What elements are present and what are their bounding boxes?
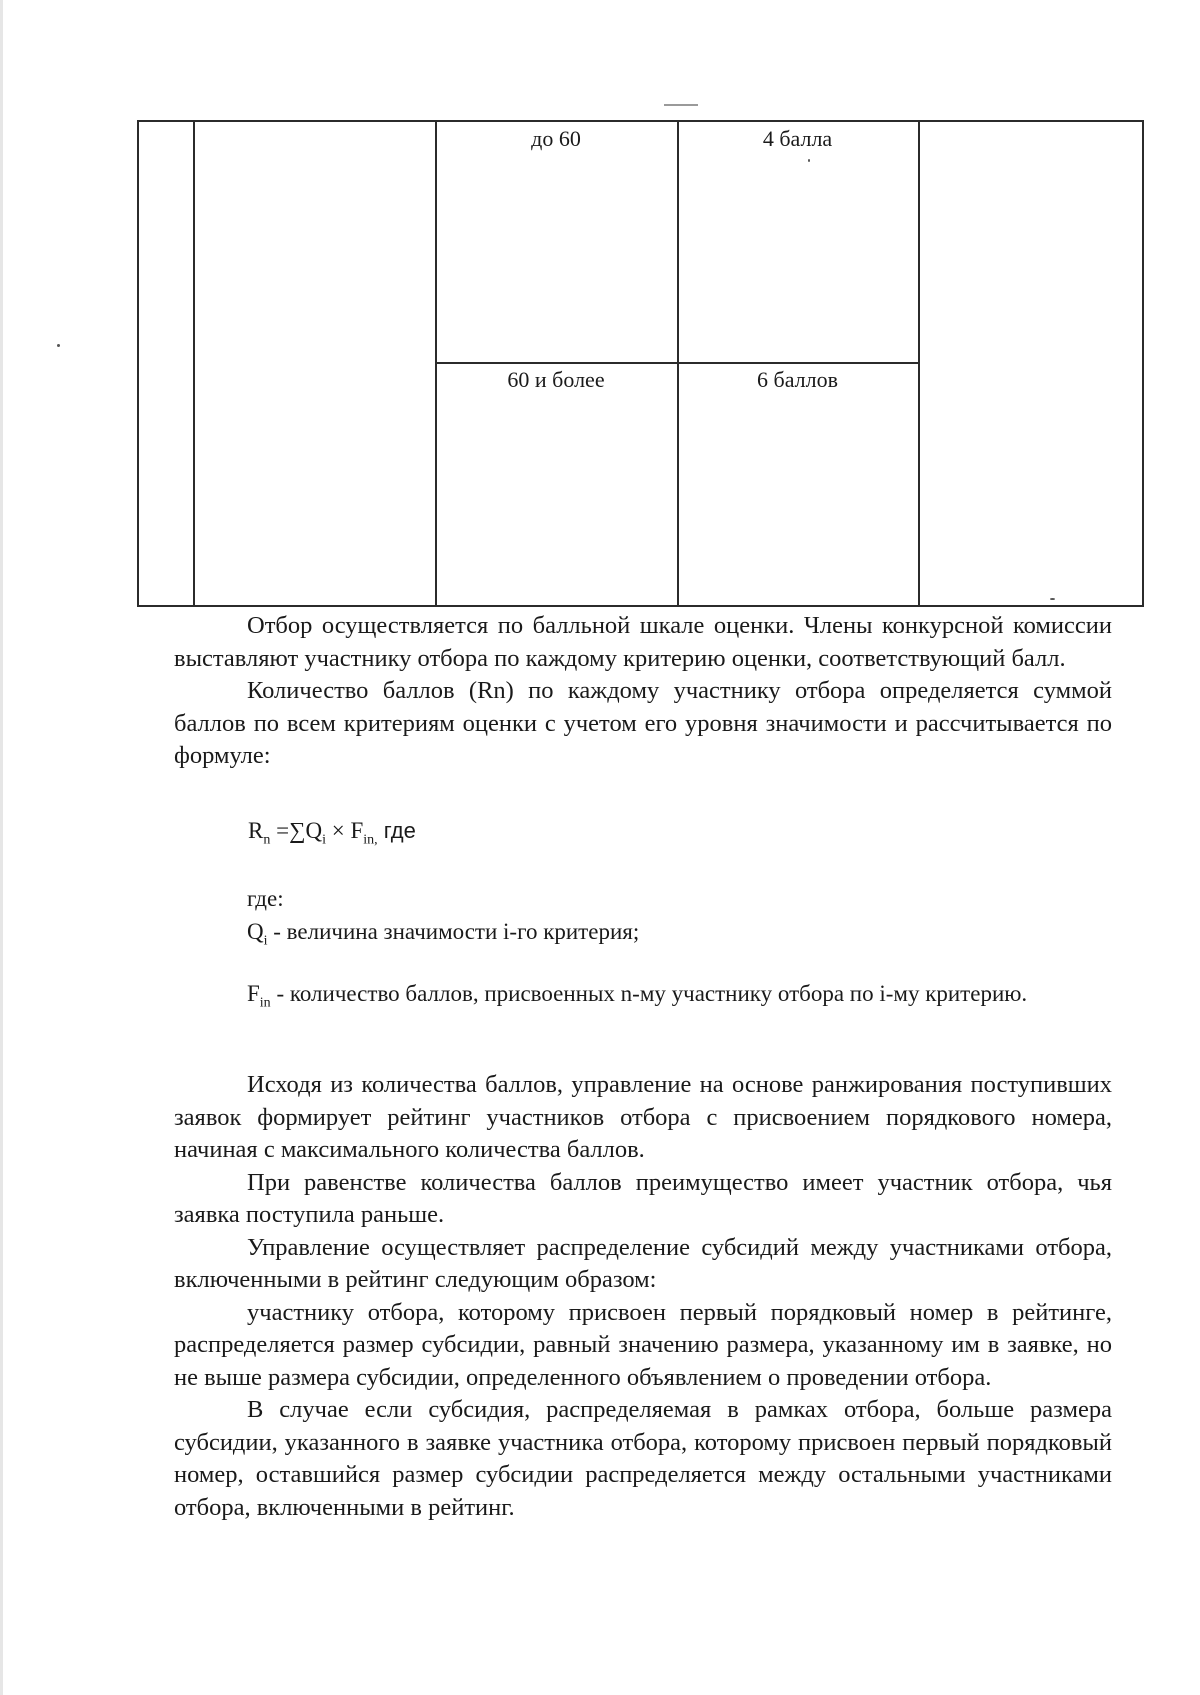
formula-f-sub: in, [363, 832, 378, 848]
text-block-1 [174, 610, 1112, 773]
paragraph: Управление осуществляет распределение субсидий между участниками отбора, включенными в рейтинг следующим образом: [174, 1233, 1112, 1293]
definitions [174, 883, 1112, 1020]
paragraph: При равенстве количества баллов преимущество имеет участник отбора, чья заявка поступила раньше. [174, 1168, 1112, 1228]
table-cell-range: до 60 [531, 126, 581, 151]
f-text: - количество баллов, присвоенных n-му участнику отбора по i-му критерию. [270, 980, 1028, 1006]
q-text: - величина значимости i-го критерия; [267, 918, 640, 944]
table-border [193, 120, 195, 606]
table-border [137, 605, 1144, 607]
definition-f [174, 978, 1112, 1020]
formula-r: R [248, 818, 264, 843]
formula-tail: где [377, 818, 416, 843]
formula-sum-q: =∑Q [270, 818, 323, 843]
f-subscript: in [259, 995, 271, 1011]
table-border [918, 120, 920, 606]
table-border [137, 120, 1144, 122]
paragraph: Исходя из количества баллов, управление на основе ранжирования поступивших заявок формирует рейтинг участников отбора с присвоением порядкового номера, начиная с максимального количества баллов. [174, 1071, 1112, 1163]
formula-q-sub: i [322, 832, 326, 848]
paragraph: Отбор осуществляется по балльной шкале оценки. Члены конкурсной комиссии выставляют участнику отбора по каждому критерию оценки, соответствующий балл. [174, 612, 1112, 672]
formula-r-sub: n [263, 832, 271, 848]
table-cell-score: 6 баллов [757, 367, 838, 392]
table-cell-score: 4 балла [762, 126, 833, 151]
table-cell-range: 60 и более [507, 367, 605, 392]
scan-edge [0, 0, 3, 1695]
criteria-table [137, 120, 1144, 606]
formula-times-f: × F [325, 818, 364, 843]
paragraph: участнику отбора, которому присвоен первый порядковый номер в рейтинге, распределяется размер субсидии, равный значению размера, указанному им в заявке, но не выше размера субсидии, определенного объявлением о проведении отбора. [174, 1298, 1112, 1391]
text-block-2 [174, 1069, 1112, 1524]
scan-speck [57, 344, 60, 347]
formula [248, 818, 416, 849]
q-symbol: Q [247, 918, 264, 944]
table-border [1142, 120, 1144, 606]
definitions-intro: где: [247, 886, 284, 911]
scan-mark [664, 104, 698, 106]
q-subscript: i [263, 933, 268, 949]
paragraph: Количество баллов (Rn) по каждому участнику отбора определяется суммой баллов по всем критериям оценки с учетом его уровня значимости и рассчитывается по формуле: [174, 677, 1112, 769]
definition-q [174, 916, 1112, 958]
table-border [137, 120, 139, 606]
table-border [435, 362, 918, 364]
f-symbol: F [247, 980, 260, 1006]
paragraph: В случае если субсидия, распределяемая в рамках отбора, больше размера субсидии, указанного в заявке участника отбора, которому присвоен первый порядковый номер, оставшийся размер субсидии распределяется между остальными участниками отбора, включенными в рейтинг. [174, 1396, 1112, 1521]
